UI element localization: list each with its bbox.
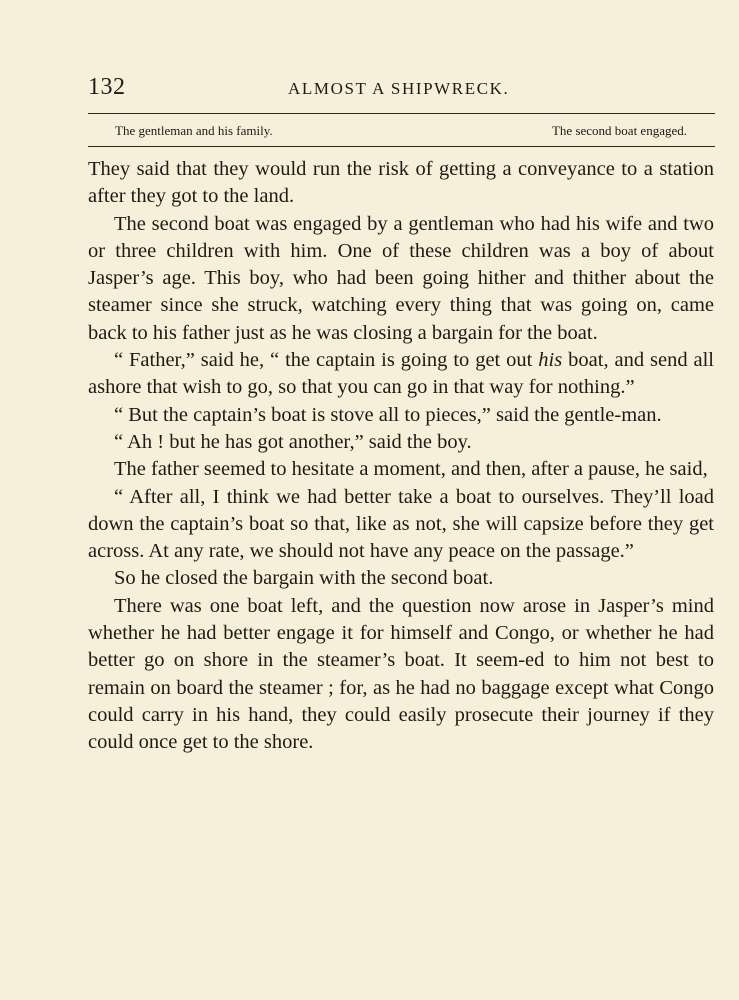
paragraph-text: “ After all, I think we had better take a boat to ourselves. They’ll load down the captain’s boat so that, like as not, she will capsize before they get across. At any rate, we should not have any peace on the passage.”	[88, 485, 714, 563]
paragraph-text: So he closed the bargain with the second boat.	[114, 567, 494, 590]
paragraph-text: “ Ah ! but he has got another,” said the boy.	[114, 430, 472, 453]
paragraph	[88, 484, 714, 566]
running-title: ALMOST A SHIPWRECK.	[288, 79, 510, 98]
body-text	[88, 156, 714, 757]
paragraph	[88, 347, 714, 402]
side-note-left: The gentleman and his family.	[115, 123, 273, 138]
paragraph-text: They said that they would run the risk of getting a conveyance to a station after they got to the land.	[88, 158, 714, 208]
side-note-right: The second boat engaged.	[551, 123, 687, 138]
paragraph-text: “ Father,” said he, “ the captain is going to get out	[114, 349, 539, 372]
paragraph	[88, 211, 714, 347]
notes-rule	[88, 146, 715, 147]
paragraph	[88, 429, 714, 456]
paragraph	[88, 156, 714, 211]
paragraph	[88, 565, 714, 592]
paragraph	[88, 402, 714, 429]
paragraph	[88, 593, 714, 757]
running-head	[88, 74, 714, 104]
paragraph-text: “ But the captain’s boat is stove all to pieces,” said the gentle-man.	[114, 403, 662, 426]
paragraph-text: boat, and send all ashore that wish to go, so that you can go in that way for nothing.”	[88, 349, 714, 399]
header-rule	[88, 113, 715, 114]
paragraph-text: The father seemed to hesitate a moment, and then, after a pause, he said,	[114, 458, 708, 481]
paragraph-text: There was one boat left, and the question now arose in Jasper’s mind whether he had better engage it for himself and Congo, or whether he had better go on shore in the steamer’s boat. It seem-ed to him not best to remain on board the steamer ; for, as he had no baggage except what Congo could carry in his hand, they could easily prosecute their journey if they could once get to the shore.	[88, 594, 714, 754]
marginal-notes	[115, 123, 687, 141]
page-number: 132	[88, 74, 126, 100]
italic-text: his	[538, 349, 563, 372]
paragraph-text: The second boat was engaged by a gentleman who had his wife and two or three children with him. One of these children was a boy of about Jasper’s age. This boy, who had been going hither and thither about the steamer since she struck, watching every thing that was going on, came back to his father just as he was closing a bargain for the boat.	[88, 212, 714, 344]
paragraph	[88, 456, 714, 483]
